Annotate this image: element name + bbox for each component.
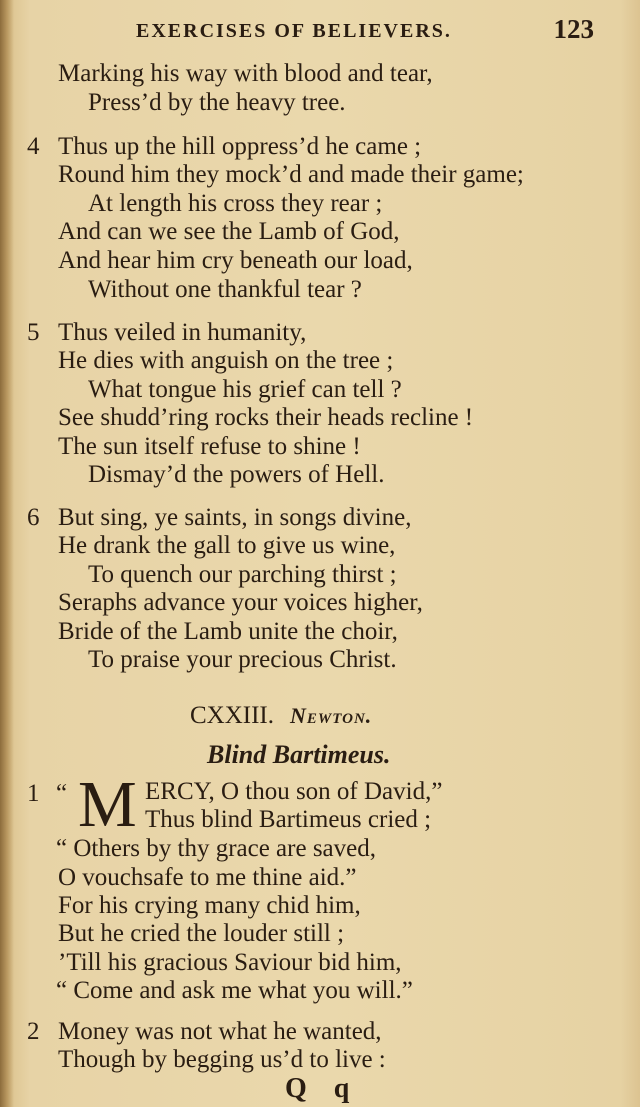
verse-line: For his crying many chid him, — [58, 892, 361, 919]
verse-line: The sun itself refuse to shine ! — [58, 433, 361, 460]
stanza-number: 2 — [27, 1018, 40, 1045]
verse-line: ’Till his gracious Saviour bid him, — [58, 949, 402, 976]
stanza-number: 1 — [27, 780, 40, 807]
verse-line: He drank the gall to give us wine, — [58, 532, 396, 559]
verse-line: “ Come and ask me what you will.” — [56, 977, 413, 1004]
page-gutter-shadow — [0, 0, 14, 1107]
verse-line: He dies with anguish on the tree ; — [58, 347, 394, 374]
verse-line: Though by begging us’d to live : — [58, 1046, 386, 1073]
verse-line: O vouchsafe to me thine aid.” — [58, 864, 357, 891]
verse-line: Thus up the hill oppress’d he came ; — [58, 133, 422, 160]
hymn-subtitle: Blind Bartimeus. — [207, 740, 391, 769]
verse-line: Thus veiled in humanity, — [58, 319, 307, 346]
verse-line: Round him they mock’d and made their game; — [58, 161, 524, 188]
hymn-heading — [190, 702, 372, 730]
verse-line: And can we see the Lamb of God, — [58, 218, 400, 245]
running-head: EXERCISES OF BELIEVERS. — [136, 20, 452, 42]
page-number: 123 — [553, 14, 594, 44]
verse-line: Thus blind Bartimeus cried ; — [145, 806, 432, 833]
page-header — [136, 14, 606, 54]
signature-mark: Q q — [285, 1073, 360, 1104]
verse-line: Marking his way with blood and tear, — [58, 60, 433, 87]
verse-line: What tongue his grief can tell ? — [88, 376, 402, 403]
opening-quote: “ — [56, 780, 68, 807]
verse-line: Bride of the Lamb unite the choir, — [58, 618, 398, 645]
verse-line: Without one thankful tear ? — [88, 276, 362, 303]
stanza-number: 6 — [27, 504, 40, 531]
verse-line: See shudd’ring rocks their heads recline ! — [58, 404, 474, 431]
verse-line: Dismay’d the powers of Hell. — [88, 461, 385, 488]
stanza-number: 4 — [27, 133, 40, 160]
hymn-numeral: CXXIII. — [190, 702, 275, 729]
stanza-number: 5 — [27, 319, 40, 346]
verse-line: To quench our parching thirst ; — [88, 561, 397, 588]
verse-line: Money was not what he wanted, — [58, 1018, 382, 1045]
drop-cap: M — [78, 768, 137, 841]
verse-line: At length his cross they rear ; — [88, 190, 383, 217]
verse-line: But he cried the louder still ; — [58, 920, 345, 947]
verse-line: And hear him cry beneath our load, — [58, 247, 413, 274]
verse-line: Press’d by the heavy tree. — [88, 89, 346, 116]
hymn-author: Newton. — [290, 703, 373, 728]
verse-line: ERCY, O thou son of David,” — [145, 778, 443, 805]
verse-line: Seraphs advance your voices higher, — [58, 589, 423, 616]
verse-line: “ Others by thy grace are saved, — [56, 835, 376, 862]
verse-line: To praise your precious Christ. — [88, 646, 397, 673]
verse-line: But sing, ye saints, in songs divine, — [58, 504, 412, 531]
